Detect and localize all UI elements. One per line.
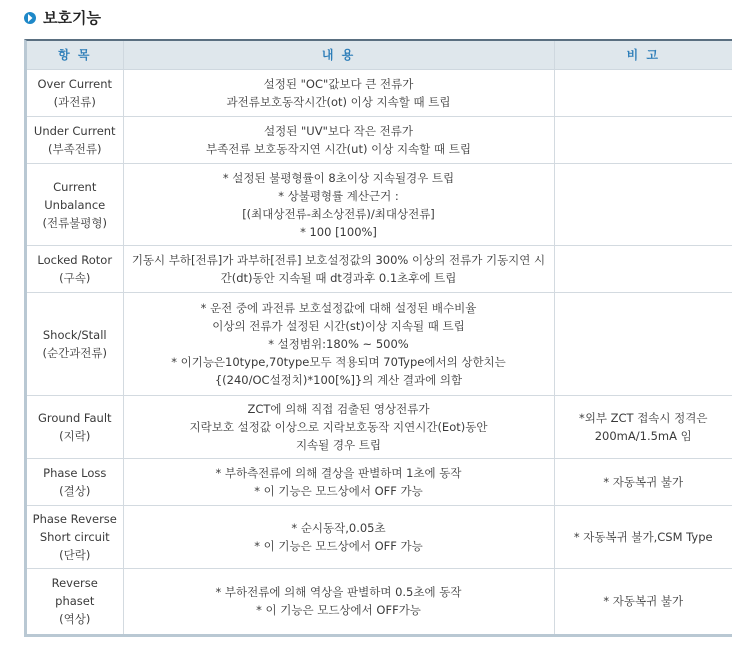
header-note: 비 고: [554, 41, 732, 70]
content-cell-line: 설정된 "OC"값보다 큰 전류가: [263, 77, 414, 91]
content-cell-line: {(240/OC설정치)*100[%]}의 계산 결과에 의함: [214, 373, 463, 387]
protection-table-container: [24, 39, 732, 637]
note-cell: [554, 70, 732, 117]
section-header: [24, 7, 101, 28]
table-row: [27, 569, 732, 634]
note-cell-line: * 자동복귀 불가: [603, 475, 684, 489]
item-cell-line: Current: [53, 179, 97, 194]
item-cell-line: Unbalance: [44, 197, 106, 212]
header-content: 내 용: [123, 41, 554, 70]
content-cell-line: * 부하측전류에 의해 결상을 판별하며 1초에 동작: [215, 466, 462, 480]
content-cell: [123, 396, 554, 459]
content-cell-line: 부족전류 보호동작지연 시간(ut) 이상 지속할 때 트립: [206, 142, 471, 156]
item-cell-line: Ground Fault: [37, 411, 112, 425]
item-cell-line: (순간과전류): [42, 346, 108, 360]
note-cell-line: * 자동복귀 불가,CSM Type: [573, 530, 713, 544]
note-cell: [554, 459, 732, 506]
content-cell: [123, 117, 554, 164]
content-cell-line: 설정된 "UV"보다 작은 전류가: [264, 124, 413, 138]
item-cell-line: (지락): [59, 429, 91, 443]
content-cell-line: * 순시동작,0.05초: [291, 521, 386, 535]
item-cell-line: (구속): [59, 271, 91, 285]
item-cell-line: Shock/Stall: [42, 328, 107, 342]
section-title: 보호기능: [43, 9, 101, 27]
item-cell-line: Locked Rotor: [37, 253, 113, 267]
item-cell-line: phaset: [55, 594, 95, 609]
note-cell: [554, 396, 732, 459]
content-cell-line: * 이 기능은 모드상에서 OFF 가능: [254, 539, 423, 553]
item-cell-line: (결상): [59, 484, 91, 498]
item-cell: [27, 293, 123, 396]
content-cell-line: [(최대상전류-최소상전류)/최대상전류]: [242, 206, 435, 221]
item-cell: [27, 396, 123, 459]
content-cell-line: 기동시 부하[전류]가 과부하[전류] 보호설정값의 300% 이상의 전류가 기동지연 시간(dt)동안 지속될 때 dt경과후 0.1초후에 트립: [131, 253, 546, 285]
item-cell: [27, 569, 123, 634]
item-cell-line: Over Current: [37, 77, 112, 91]
note-cell: [554, 164, 732, 246]
content-cell: [123, 459, 554, 506]
content-cell: [123, 164, 554, 246]
note-cell-line: *외부 ZCT 접속시 정격은: [578, 411, 708, 425]
content-cell: [123, 70, 554, 117]
note-cell: [554, 293, 732, 396]
content-cell-line: ZCT에 의해 직접 검출된 영상전류가: [247, 402, 430, 416]
content-cell-line: * 이 기능은 모드상에서 OFF가능: [256, 603, 421, 618]
content-cell-line: * 100 [100%]: [300, 224, 377, 239]
content-cell-line: * 설정된 불평형률이 8초이상 지속될경우 트립: [222, 170, 455, 185]
table-row: [27, 396, 732, 459]
table-header-row: [27, 41, 732, 70]
table-row: [27, 459, 732, 506]
content-cell-line: * 설정범위:180% ~ 500%: [268, 337, 409, 351]
content-cell-line: * 상불평형률 계산근거 :: [278, 188, 399, 203]
table-row: [27, 293, 732, 396]
note-cell: [554, 506, 732, 569]
note-cell-line: * 자동복귀 불가: [603, 594, 684, 609]
content-cell-line: * 부하전류에 의해 역상을 판별하며 0.5초에 동작: [215, 585, 462, 600]
protection-functions-table: [27, 41, 732, 634]
item-cell: [27, 70, 123, 117]
table-row: [27, 70, 732, 117]
item-cell-line: (부족전류): [48, 142, 102, 156]
item-cell-line: Phase Reverse: [32, 512, 117, 526]
note-cell-line: 200mA/1.5mA 임: [594, 429, 692, 443]
item-cell-line: (역상): [59, 612, 91, 627]
item-cell-line: Under Current: [33, 124, 116, 138]
content-cell-line: * 운전 중에 과전류 보호설정값에 대해 설정된 배수비율: [200, 301, 477, 315]
content-cell: [123, 293, 554, 396]
item-cell: [27, 117, 123, 164]
circle-arrow-right-icon: [24, 12, 36, 24]
item-cell-line: Short circuit: [39, 530, 110, 544]
table-row: [27, 246, 732, 293]
header-item: 항 목: [27, 41, 123, 70]
item-cell: [27, 459, 123, 506]
content-cell-line: 이상의 전류가 설정된 시간(st)이상 지속될 때 트립: [212, 319, 465, 333]
item-cell-line: Reverse: [51, 576, 98, 591]
table-row: [27, 164, 732, 246]
note-cell: [554, 569, 732, 634]
item-cell: [27, 164, 123, 246]
content-cell-line: * 이 기능은 모드상에서 OFF 가능: [254, 484, 423, 498]
content-cell: [123, 506, 554, 569]
item-cell: [27, 506, 123, 569]
item-cell-line: (과전류): [53, 95, 96, 109]
note-cell: [554, 117, 732, 164]
content-cell-line: 지속될 경우 트립: [295, 438, 382, 452]
table-row: [27, 117, 732, 164]
content-cell: [123, 246, 554, 293]
item-cell-line: (단락): [59, 548, 91, 562]
content-cell-line: 지락보호 설정값 이상으로 지락보호동작 지연시간(Eot)동안: [189, 420, 488, 434]
content-cell-line: 과전류보호동작시간(ot) 이상 지속할 때 트립: [226, 95, 451, 109]
item-cell-line: (전류불평형): [42, 215, 108, 230]
note-cell: [554, 246, 732, 293]
content-cell-line: * 이기능은10type,70type모두 적용되며 70Type에서의 상한치는: [171, 355, 506, 369]
item-cell: [27, 246, 123, 293]
content-cell: [123, 569, 554, 634]
table-row: [27, 506, 732, 569]
item-cell-line: Phase Loss: [43, 466, 107, 480]
